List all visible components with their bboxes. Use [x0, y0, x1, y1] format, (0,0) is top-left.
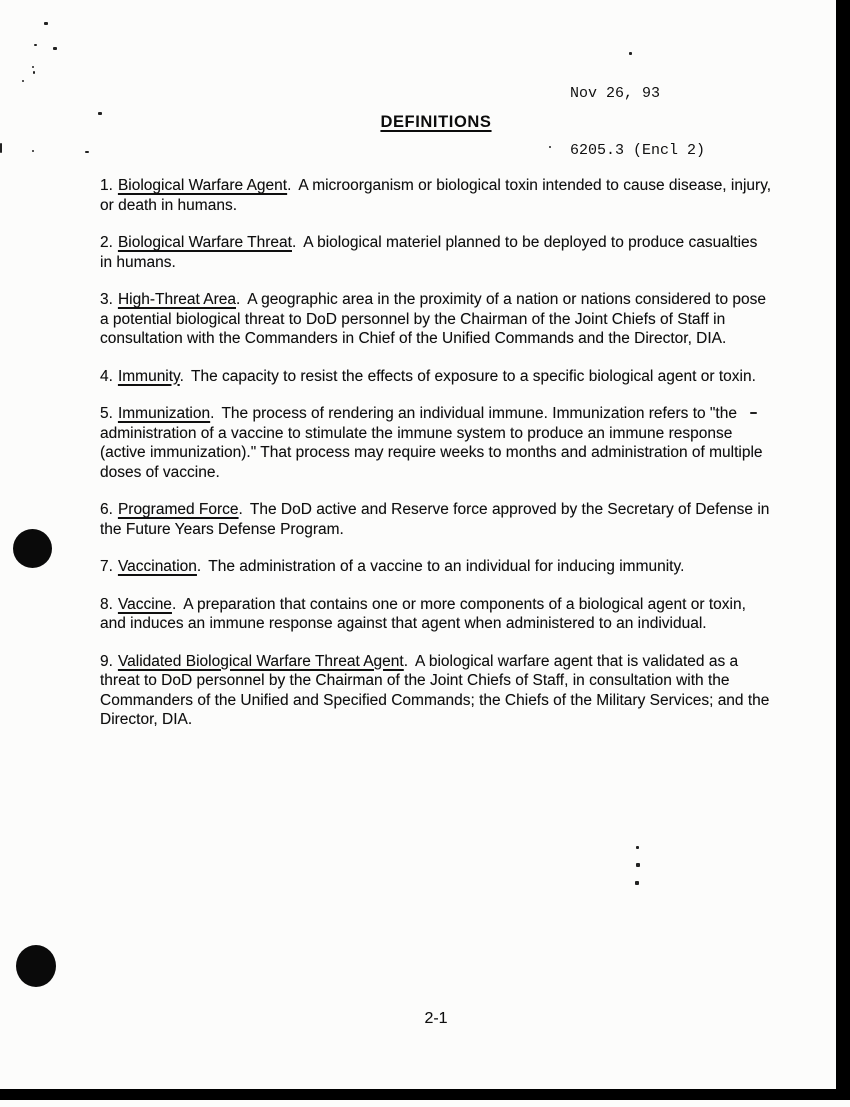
definition-period: . [287, 177, 292, 194]
definition-period: . [403, 652, 409, 670]
scan-speckle [34, 44, 37, 46]
definition-body: A biological warfare agent that is validated as a threat to DoD personnel by the Chairman of the Joint Chiefs of Staff, in consultation with the Commanders of the Unified and Specified Commands; the Chiefs of the Military Services; and the Director, DIA. [100, 652, 770, 728]
scan-speckle [53, 47, 57, 50]
definition-number: 1. [100, 177, 113, 194]
definition-term: Biological Warfare Threat [117, 234, 292, 251]
scan-speckle [22, 80, 24, 82]
page-number: 2-1 [424, 1010, 448, 1027]
scan-speckle [0, 143, 2, 153]
definition-term: Immunity [117, 367, 180, 385]
definition-item-3 [100, 290, 772, 349]
scan-speckle [85, 151, 89, 153]
definition-number: 5. [100, 405, 113, 422]
definition-body: A microorganism or biological toxin intended to cause disease, injury, or death in humans. [100, 177, 772, 214]
definition-item-5 [100, 404, 772, 482]
definition-period: . [171, 595, 177, 613]
definition-body: The administration of a vaccine to an individual for inducing immunity. [208, 558, 685, 575]
definition-item-1 [100, 176, 772, 215]
scan-speckle [549, 146, 551, 148]
scan-edge-bar-bottom [0, 1089, 850, 1100]
definition-item-2 [100, 233, 772, 272]
definition-body: A biological materiel planned to be deployed to produce casualties in humans. [100, 234, 758, 271]
scan-speckle [636, 863, 640, 867]
definition-number: 6. [100, 501, 113, 518]
definition-number: 9. [100, 652, 113, 670]
definition-body: A geographic area in the proximity of a nation or nations considered to pose a potential biological threat to DoD personnel by the Chairman of the Joint Chiefs of Staff in consultation with the Commanders in Chief of the Unified Commands and the Director, DIA. [100, 291, 766, 347]
hole-punch-mark-bottom [16, 945, 56, 987]
definition-term: Vaccine [117, 595, 172, 613]
hole-punch-mark-top [13, 529, 52, 568]
definition-period: . [196, 558, 202, 575]
definition-number: 4. [100, 367, 113, 385]
definition-body: The DoD active and Reserve force approved by the Secretary of Defense in the Future Years Defense Program. [100, 501, 770, 538]
definition-body: A preparation that contains one or more components of a biological agent or toxin, and induces an immune response against that agent when administered to an individual. [100, 595, 746, 632]
definition-period: . [179, 367, 184, 385]
definition-period: . [291, 234, 297, 251]
definition-term: Validated Biological Warfare Threat Agent [117, 652, 404, 670]
definition-term: High-Threat Area [117, 291, 236, 308]
definition-number: 3. [100, 291, 113, 308]
scan-speckle [32, 150, 34, 152]
definition-period: . [235, 291, 241, 308]
header-date: Nov 26, 93 [570, 85, 661, 102]
definition-period: . [210, 405, 215, 422]
scan-speckle [44, 22, 48, 25]
definition-body: The capacity to resist the effects of exposure to a specific biological agent or toxin. [190, 367, 756, 385]
definition-number: 8. [100, 595, 113, 613]
definition-term: Programed Force [117, 501, 239, 518]
definition-item-7 [100, 557, 772, 577]
header-doc-number: 6205.3 (Encl 2) [570, 142, 706, 159]
definition-term: Biological Warfare Agent [117, 177, 288, 194]
scan-speckle [32, 66, 34, 68]
definition-period: . [238, 501, 243, 518]
page-title: DEFINITIONS [380, 113, 492, 131]
definition-item-4 [100, 367, 772, 387]
definition-number: 7. [100, 558, 113, 575]
definition-item-6 [100, 500, 772, 539]
definition-item-8 [100, 595, 772, 634]
definition-item-9 [100, 652, 772, 730]
definition-body: The process of rendering an individual immune. Immunization refers to "the administration of a vaccine to stimulate the immune system to produce an immune response (active immunization)." That process may require weeks to months and administration of multiple doses of vaccine. [100, 405, 763, 481]
scan-edge-bar-right [836, 0, 850, 1100]
definition-term: Vaccination [117, 558, 197, 575]
scan-speckle [635, 881, 639, 885]
scan-speckle [33, 71, 35, 74]
definition-number: 2. [100, 234, 113, 251]
definition-term: Immunization [117, 405, 211, 422]
definitions-list [100, 176, 772, 748]
scan-speckle [636, 846, 639, 849]
